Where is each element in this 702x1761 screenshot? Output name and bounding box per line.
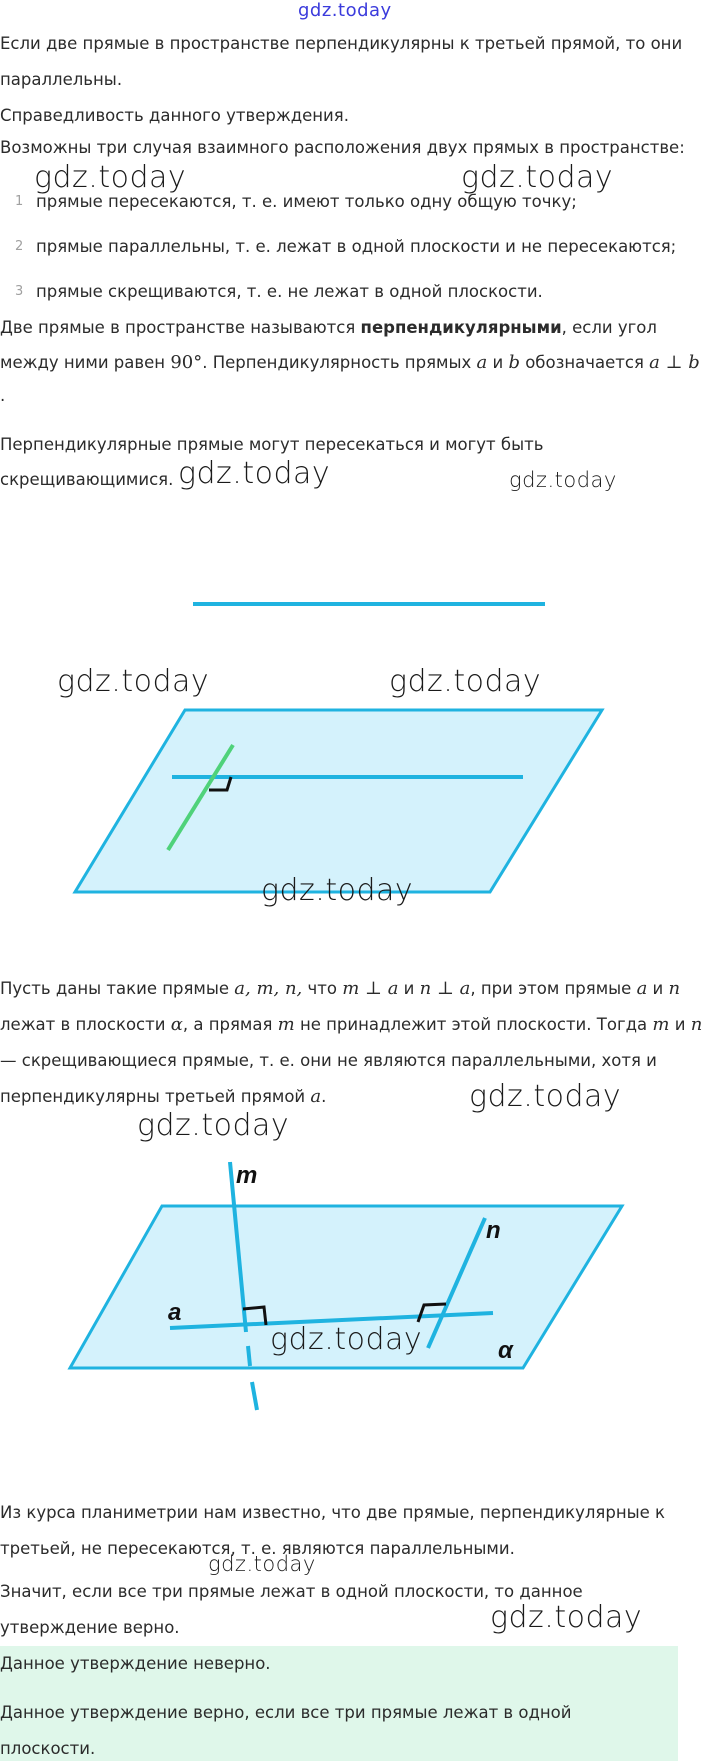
label-alpha: α <box>498 1337 513 1364</box>
label-a: a <box>168 1299 182 1326</box>
term-perpendicular: перпендикулярными <box>360 318 562 337</box>
case-text: прямые параллельны, т. е. лежат в одной плоскости и не пересекаются; <box>36 237 677 256</box>
definition-line-2: между ними равен 90°. Перпендикулярность прямых a и b обозначается a ⊥ b <box>0 352 700 373</box>
site-link[interactable]: gdz.today <box>298 0 392 21</box>
plan-line-2: третьей, не пересекаются, т. е. являются параллельными. <box>0 1539 515 1558</box>
case-text: прямые пересекаются, т. е. имеют только одну общую точку; <box>36 192 577 211</box>
plane <box>75 710 602 892</box>
watermark: gdz.today <box>178 456 331 491</box>
let-line-4: перпендикулярны третьей прямой a. <box>0 1086 327 1107</box>
figure-perpendicular-lines <box>0 580 680 910</box>
watermark: gdz.today <box>261 873 414 908</box>
watermark: gdz.today <box>509 468 617 492</box>
statement-line-2: параллельны. <box>0 70 123 89</box>
answer-line-3: плоскости. <box>0 1739 96 1758</box>
definition-line-1: Две прямые в пространстве называются перпендикулярными, если угол <box>0 318 657 337</box>
watermark: gdz.today <box>270 1322 423 1357</box>
watermark: gdz.today <box>34 160 187 195</box>
then-line-1: Значит, если все три прямые лежат в одной плоскости, то данное <box>0 1582 583 1601</box>
case-text: прямые скрещиваются, т. е. не лежат в одной плоскости. <box>36 282 543 301</box>
let-line-3: — скрещивающиеся прямые, т. е. они не являются параллельными, хотя и <box>0 1051 657 1070</box>
case-number: 3 <box>15 284 24 299</box>
case-number: 2 <box>15 239 24 254</box>
proof-heading: Справедливость данного утверждения. <box>0 106 349 125</box>
line-m-dash-1 <box>248 1346 250 1366</box>
watermark: gdz.today <box>389 664 542 699</box>
label-n: n <box>486 1217 501 1244</box>
answer-line-1: Данное утверждение неверно. <box>0 1654 271 1673</box>
statement-line-1: Если две прямые в пространстве перпендикулярны к третьей прямой, то они <box>0 34 683 53</box>
case-number: 1 <box>15 194 24 209</box>
perp-line-1: Перпендикулярные прямые могут пересекаться и могут быть <box>0 435 544 454</box>
figure-skew-lines <box>0 1150 680 1420</box>
watermark: gdz.today <box>490 1600 643 1635</box>
let-line-1: Пусть даны такие прямые a, m, n, что m ⊥ a и n ⊥ a, при этом прямые a и n <box>0 978 681 999</box>
watermark: gdz.today <box>137 1108 290 1143</box>
cases-intro: Возможны три случая взаимного расположения двух прямых в пространстве: <box>0 138 685 157</box>
perp-line-2: скрещивающимися. <box>0 470 174 489</box>
then-line-2: утверждение верно. <box>0 1618 180 1637</box>
label-m: m <box>236 1162 258 1189</box>
watermark: gdz.today <box>208 1552 316 1576</box>
answer-line-2: Данное утверждение верно, если все три прямые лежат в одной <box>0 1703 572 1722</box>
watermark: gdz.today <box>461 160 614 195</box>
plan-line-1: Из курса планиметрии нам известно, что две прямые, перпендикулярные к <box>0 1503 666 1522</box>
line-m-lower <box>252 1382 257 1410</box>
watermark: gdz.today <box>469 1079 622 1114</box>
definition-line-3: . <box>0 386 6 405</box>
let-line-2: лежат в плоскости α, а прямая m не принадлежит этой плоскости. Тогда m и n <box>0 1014 702 1035</box>
watermark: gdz.today <box>57 664 210 699</box>
